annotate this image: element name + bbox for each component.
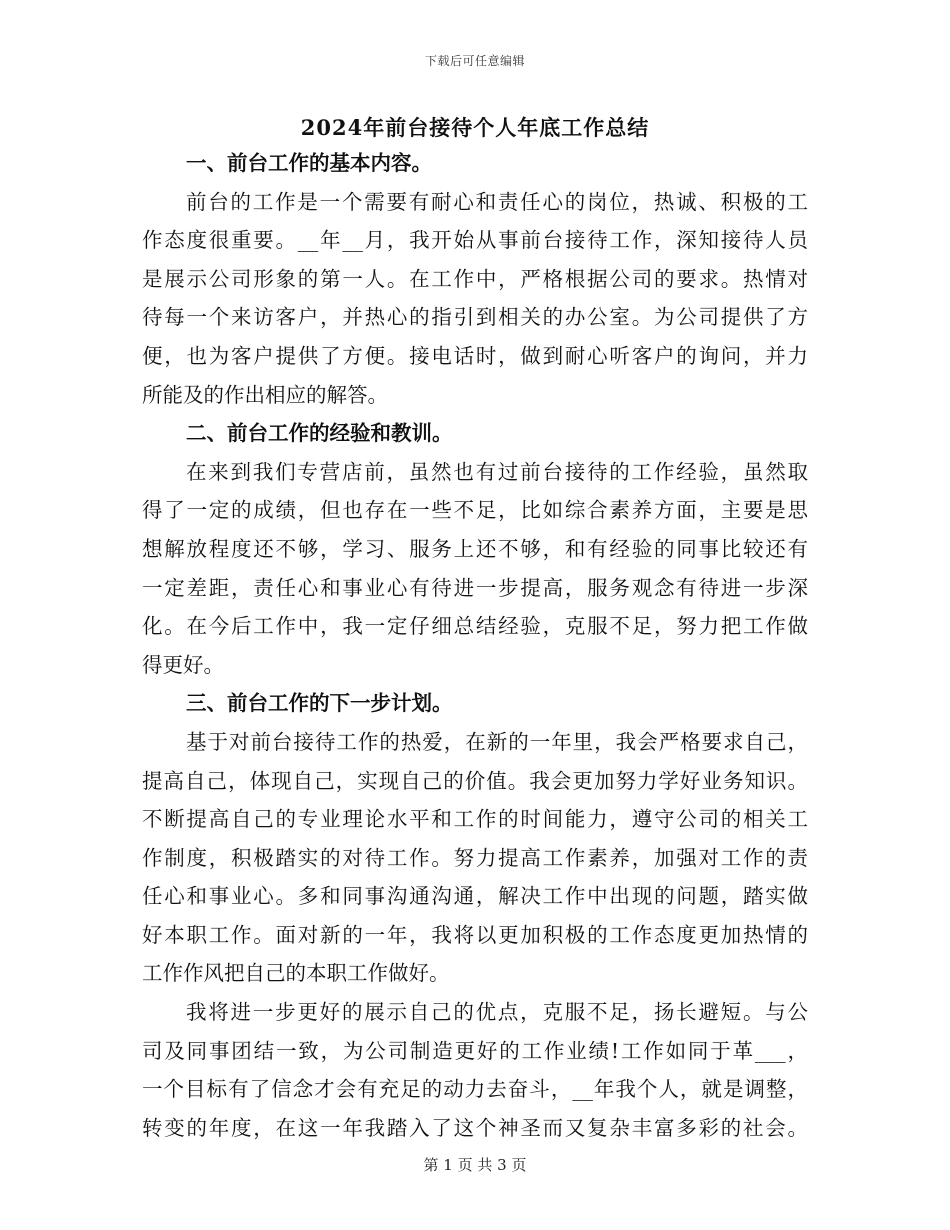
paragraph-line: 好本职工作。面对新的一年，我将以更加积极的工作态度更加热情的 — [142, 922, 808, 947]
paragraph-line: 作态度很重要。__年__月，我开始从事前台接待工作，深知接待人员 — [142, 228, 808, 253]
paragraph-line: 转变的年度，在这一年我踏入了这个神圣而又复杂丰富多彩的社会。 — [142, 1115, 808, 1140]
paragraph-line: 我将进一步更好的展示自己的优点，克服不足，扬长避短。与公 — [186, 1000, 808, 1025]
section-heading: 三、前台工作的下一步计划。 — [186, 691, 453, 716]
paragraph-line: 司及同事团结一致，为公司制造更好的工作业绩!工作如同于革___， — [142, 1038, 808, 1063]
paragraph-line: 得更好。 — [142, 652, 224, 677]
header-note: 下载后可任意编辑 — [424, 54, 525, 68]
paragraph-line: 任心和事业心。多和同事沟通沟通，解决工作中出现的问题，踏实做 — [142, 884, 808, 909]
paragraph-line: 前台的工作是一个需要有耐心和责任心的岗位，热诚、积极的工 — [186, 189, 808, 214]
paragraph-line: 基于对前台接待工作的热爱，在新的一年里，我会严格要求自己， — [186, 729, 808, 754]
paragraph-line: 是展示公司形象的第一人。在工作中，严格根据公司的要求。热情对 — [142, 266, 808, 291]
paragraph-line: 提高自己，体现自己，实现自己的价值。我会更加努力学好业务知识。 — [142, 768, 808, 793]
paragraph-line: 一个目标有了信念才会有充足的动力去奋斗，__年我个人，就是调整， — [142, 1077, 808, 1102]
paragraph-line: 不断提高自己的专业理论水平和工作的时间能力，遵守公司的相关工 — [142, 807, 808, 832]
paragraph-line: 作制度，积极踏实的对待工作。努力提高工作素养，加强对工作的责 — [142, 845, 808, 870]
paragraph-line: 所能及的作出相应的解答。 — [142, 382, 388, 407]
paragraph-line: 便，也为客户提供了方便。接电话时，做到耐心听客户的询问，并力 — [142, 343, 808, 368]
document-body — [142, 144, 808, 1147]
section-heading: 一、前台工作的基本内容。 — [186, 151, 432, 175]
paragraph-line: 工作作风把自己的本职工作做好。 — [142, 961, 450, 986]
paragraph-line: 化。在今后工作中，我一定仔细总结经验，克服不足，努力把工作做 — [142, 614, 808, 639]
paragraph-line: 在来到我们专营店前，虽然也有过前台接待的工作经验，虽然取 — [186, 459, 808, 484]
page-indicator: 第 1 页 共 3 页 — [423, 1156, 527, 1174]
paragraph-line: 想解放程度还不够，学习、服务上还不够，和有经验的同事比较还有 — [142, 536, 808, 561]
paragraph-line: 待每一个来访客户，并热心的指引到相关的办公室。为公司提供了方 — [142, 305, 808, 330]
section-heading: 二、前台工作的经验和教训。 — [186, 421, 453, 446]
document-title: 2024年前台接待个人年底工作总结 — [300, 115, 650, 140]
paragraph-line: 一定差距，责任心和事业心有待进一步提高，服务观念有待进一步深 — [142, 575, 808, 600]
paragraph-line: 得了一定的成绩，但也存在一些不足，比如综合素养方面，主要是思 — [142, 498, 808, 523]
